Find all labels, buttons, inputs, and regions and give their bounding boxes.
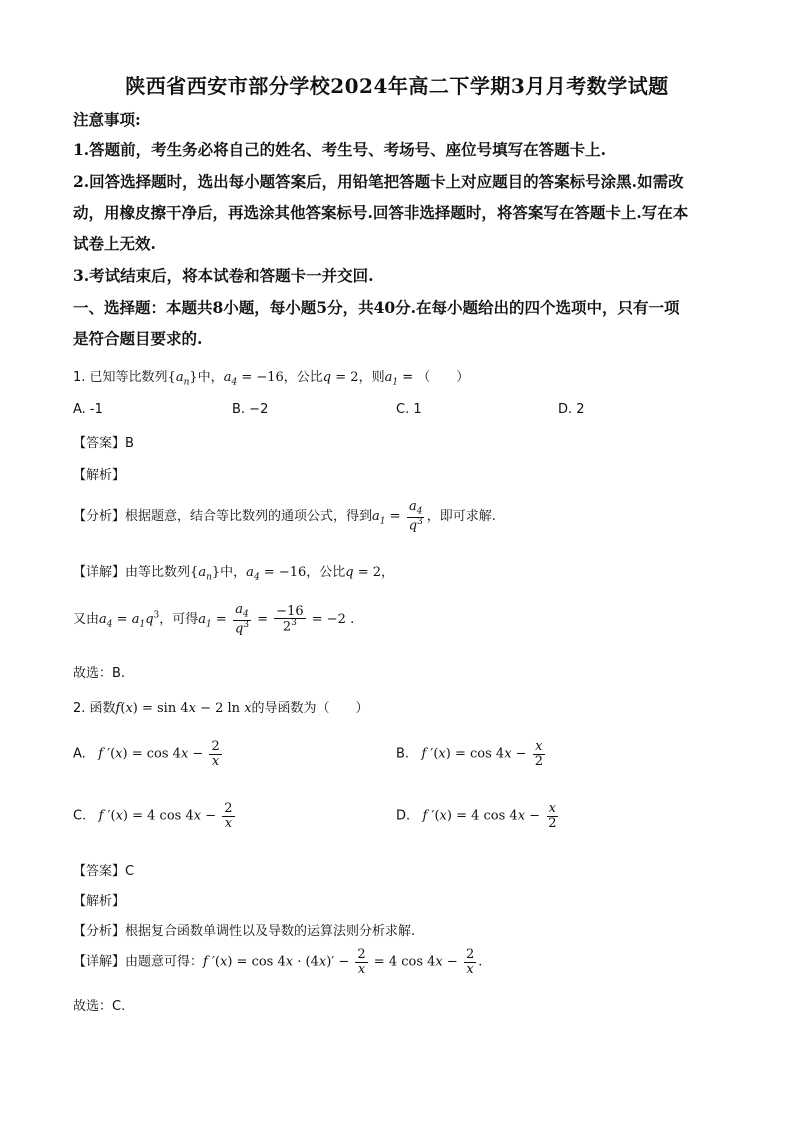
q2-option-d: D. f ′(x) = 4 cos 4x − $\frac{x}{2}$ xyxy=(396,801,557,831)
q1-detail-2: 又由$a_4 = a_1q^3$，可得$a_1$ = $\frac{a_4}{q^3}$ = $\frac{-16}{2^3}$ = −2 . xyxy=(73,602,355,637)
q2-option-a: A. f ′(x) = cos 4x − $\frac{2}{x}$ xyxy=(73,739,220,769)
q1-option-b: B. −2 xyxy=(232,402,269,417)
question-1-stem: 1. 已知等比数列$\{a_n\}$中，$a_4 = -16$，公比q = 2，则$a_1$ = （ ） xyxy=(73,370,470,388)
q1-conclusion: 故选：B. xyxy=(73,666,126,681)
q1-option-a: A. -1 xyxy=(73,402,103,417)
q2-fenxi: 【分析】根据复合函数单调性以及导数的运算法则分析求解. xyxy=(73,924,416,939)
q1-answer: 【答案】B xyxy=(73,436,134,451)
q1-analysis-tag: 【解析】 xyxy=(73,468,126,483)
sequence-symbol: $\{a_n\}$ xyxy=(167,370,198,388)
q2-option-c: C. f ′(x) = 4 cos 4x − $\frac{2}{x}$ xyxy=(73,801,233,831)
q1-fenxi: 【分析】根据题意，结合等比数列的通项公式，得到$a_1$ = $\frac{a_4}{q^3}$ ，即可求解. xyxy=(73,499,496,534)
q2-detail: 【详解】由题意可得：f ′(x) = cos 4x · (4x)′ − $\frac{2}{x}$ = 4 cos 4x − $\frac{2}{x}$ . xyxy=(73,947,483,977)
q1-option-c: C. 1 xyxy=(396,402,422,417)
question-2-stem: 2. 函数f(x) = sin 4x − 2 ln x的导函数为（ ） xyxy=(73,701,369,716)
q2-conclusion: 故选：C. xyxy=(73,999,126,1014)
q1-option-d: D. 2 xyxy=(558,402,585,417)
notice-item-3: 3.考试结束后，将本试卷和答题卡一并交回. xyxy=(73,266,374,285)
notice-heading: 注意事项: xyxy=(73,110,141,129)
section-heading-line-1: 一、选择题：本题共8小题，每小题5分，共40分.在每小题给出的四个选项中，只有一项 xyxy=(73,298,680,317)
q2-analysis-tag: 【解析】 xyxy=(73,894,126,909)
q1-detail: 【详解】由等比数列$\{a_n\}$中，$a_4 = -16$，公比q = 2， xyxy=(73,565,395,583)
page-title: 陕西省西安市部分学校2024年高二下学期3月月考数学试题 xyxy=(125,74,669,98)
q2-option-b: B. f ′(x) = cos 4x − $\frac{x}{2}$ xyxy=(396,739,543,769)
notice-item-1: 1.答题前，考生务必将自己的姓名、考生号、考场号、座位号填写在答题卡上. xyxy=(73,140,607,159)
notice-item-2-line-3: 试卷上无效. xyxy=(73,234,156,253)
notice-item-2-line-1: 2.回答选择题时，选出每小题答案后，用铅笔把答题卡上对应题目的答案标号涂黑.如需改 xyxy=(73,172,684,191)
section-heading-line-2: 是符合题目要求的. xyxy=(73,329,203,348)
q2-answer: 【答案】C xyxy=(73,864,135,879)
notice-item-2-line-2: 动，用橡皮擦干净后，再选涂其他答案标号.回答非选择题时，将答案写在答题卡上.写在本 xyxy=(73,203,689,222)
